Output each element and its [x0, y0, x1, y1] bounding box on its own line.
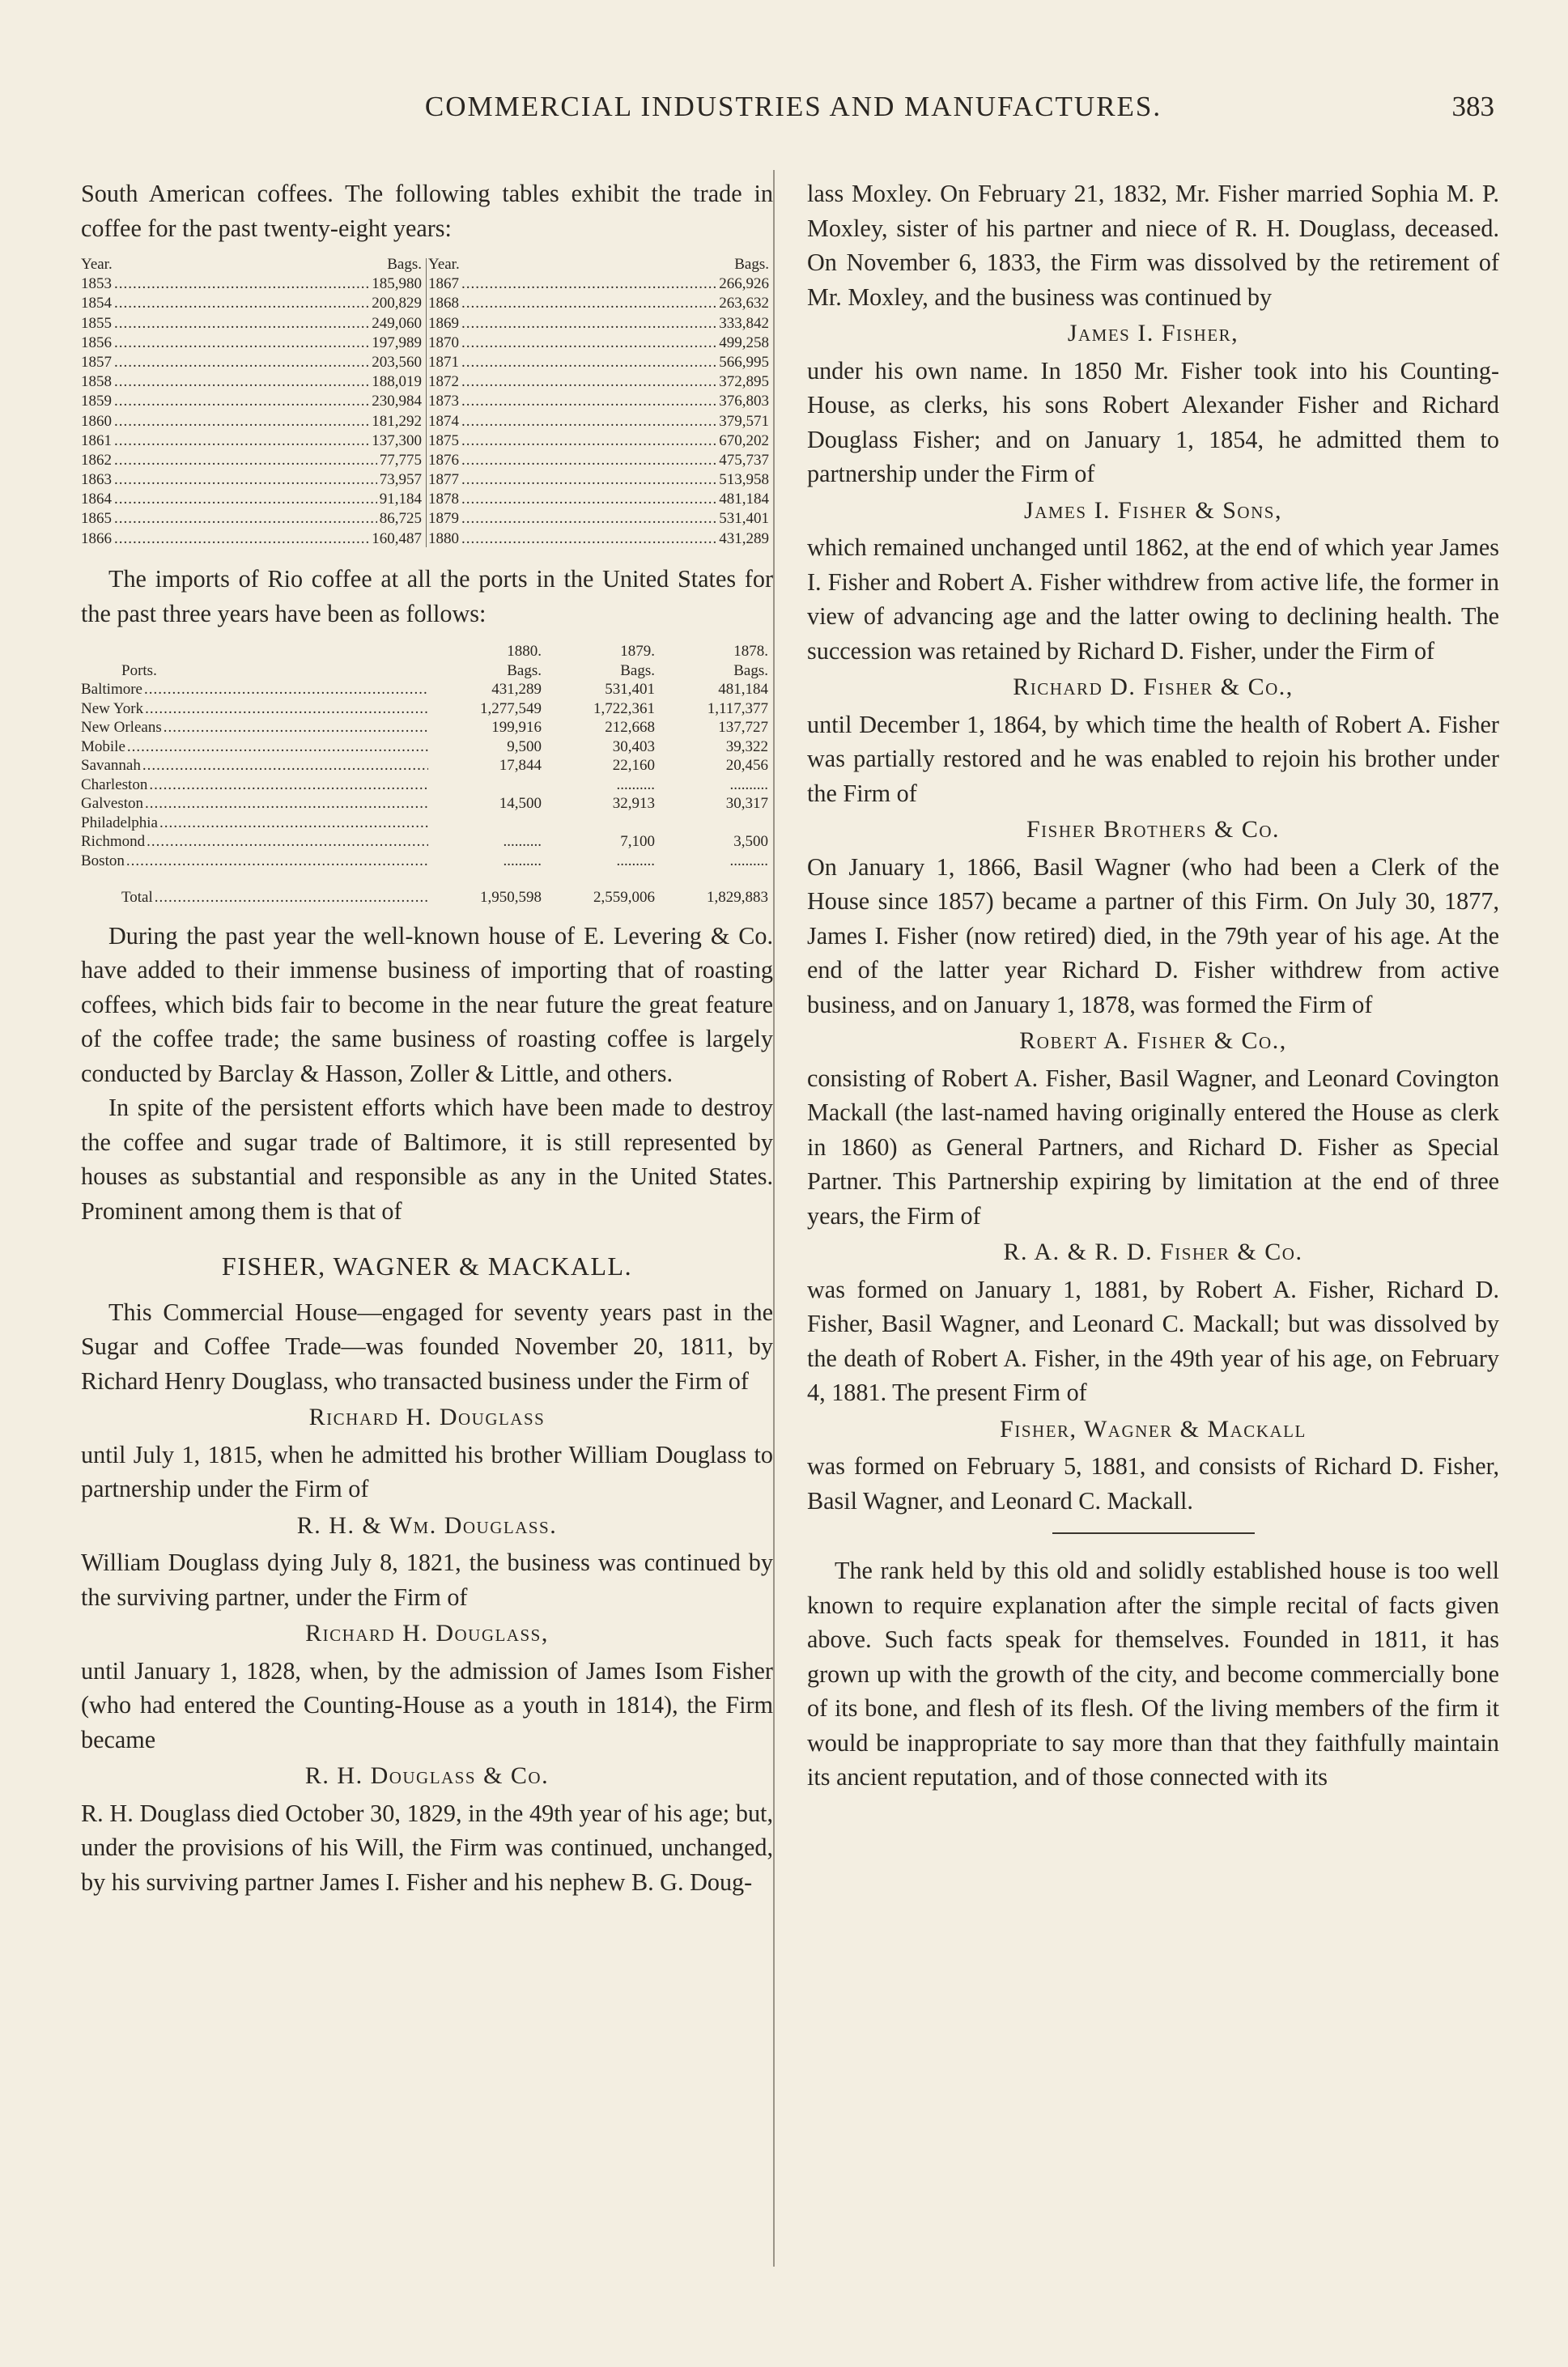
value-cell: 199,916	[491, 719, 542, 736]
year-cell: 1872	[428, 373, 459, 391]
table-row	[428, 353, 774, 372]
table-row	[81, 372, 427, 392]
port-cell: Baltimore	[81, 681, 142, 698]
paragraph-1862: which remained unchanged until 1862, at the end of which year James I. Fisher and Robert A. Fisher withdrew from active life, the former in view of advancing age and the latter owing to declining health. The succession was retained by Richard D. Fisher, under the Firm of	[807, 533, 1499, 665]
value-cell: ..........	[616, 776, 655, 793]
bags-header: Bags.	[734, 256, 769, 273]
year-cell: 1876	[428, 451, 459, 469]
table-header	[428, 255, 774, 274]
section-heading: FISHER, WAGNER & MACKALL.	[221, 1251, 633, 1281]
bags-cell: 513,958	[719, 471, 769, 489]
year-cell: 1855	[81, 314, 112, 332]
table-row	[428, 451, 774, 470]
table-row	[81, 756, 773, 776]
year-cell: 1868	[428, 295, 459, 312]
intro-paragraph: South American coffees. The following tables exhibit the trade in coffee for the past twenty-eight years:	[81, 180, 773, 242]
paragraph-1829: R. H. Douglass died October 30, 1829, in the 49th year of his age; but, under the provisions of his Will, the Firm was continued, unchanged, by his surviving partner James I. Fisher and his nephew B. G. Doug-	[81, 1799, 773, 1896]
year-header: 1879.	[620, 643, 655, 660]
unit-header: Bags.	[620, 661, 655, 679]
year-cell: 1880	[428, 529, 459, 547]
bags-cell: 188,019	[372, 373, 422, 391]
table-row	[428, 490, 774, 509]
total-cell: 1,829,883	[707, 889, 768, 906]
firm-name: James I. Fisher,	[1067, 320, 1239, 346]
bags-cell: 431,289	[719, 529, 769, 547]
bags-cell: 379,571	[719, 412, 769, 430]
table-row	[428, 470, 774, 490]
firm-name: James I. Fisher & Sons,	[1024, 496, 1282, 524]
table-row	[81, 814, 773, 833]
year-cell: 1862	[81, 451, 112, 469]
bags-cell: 86,725	[379, 510, 422, 528]
table-row	[428, 509, 774, 529]
table-row	[81, 776, 773, 795]
value-cell: 1,722,361	[593, 699, 655, 717]
running-title: COMMERCIAL INDUSTRIES AND MANUFACTURES.	[424, 91, 1162, 122]
table-divider	[426, 258, 427, 547]
value-cell: 431,289	[491, 681, 542, 698]
table-row	[81, 794, 773, 814]
port-cell: Boston	[81, 852, 125, 869]
baltimore-trade-paragraph: In spite of the persistent efforts which have been made to destroy the coffee and sugar trade of Baltimore, it is still represented by houses as substantial and responsible as any in the United States. Prominent among them is that of	[81, 1094, 773, 1225]
year-cell: 1865	[81, 510, 112, 528]
year-header: Year.	[81, 256, 113, 273]
table-row	[81, 470, 427, 490]
value-cell: 481,184	[718, 681, 768, 698]
value-cell: 30,317	[725, 795, 768, 812]
table-header	[81, 255, 427, 274]
year-header: 1880.	[507, 643, 542, 660]
bags-cell: 263,632	[719, 295, 769, 312]
page-number: 383	[1451, 91, 1494, 122]
value-cell: 9,500	[507, 737, 542, 755]
bags-cell: 203,560	[372, 353, 422, 371]
year-cell: 1870	[428, 334, 459, 351]
table-row	[81, 431, 427, 451]
year-header: 1878.	[733, 643, 768, 660]
year-cell: 1875	[428, 431, 459, 449]
port-cell: Savannah	[81, 757, 141, 774]
year-header: Year.	[428, 256, 460, 273]
value-cell: 32,913	[612, 795, 655, 812]
paragraph-1821: William Douglass dying July 8, 1821, the business was continued by the surviving partner, under the Firm of	[81, 1549, 773, 1611]
table-row	[81, 699, 773, 719]
value-cell: ..........	[503, 833, 542, 850]
total-label: Total	[121, 889, 153, 906]
table-row	[428, 274, 774, 294]
paragraph-1864: until December 1, 1864, by which time the health of Robert A. Fisher was partially restored and he was enabled to rejoin his brother under the Firm of	[807, 710, 1499, 807]
total-cell: 1,950,598	[480, 889, 542, 906]
paragraph-1828: until January 1, 1828, when, by the admission of James Isom Fisher (who had entered the Counting-House as a youth in 1814), the Firm became	[81, 1656, 773, 1753]
value-cell: 30,403	[612, 737, 655, 755]
bags-cell: 475,737	[719, 451, 769, 469]
port-cell: Charleston	[81, 776, 148, 793]
year-cell: 1879	[428, 510, 459, 528]
value-cell: 1,117,377	[707, 699, 768, 717]
value-cell: 1,277,549	[480, 699, 542, 717]
year-cell: 1856	[81, 334, 112, 351]
year-cell: 1878	[428, 491, 459, 508]
ports-header: Ports.	[121, 661, 157, 679]
year-cell: 1871	[428, 353, 459, 371]
table-row	[81, 294, 427, 313]
value-cell: ..........	[503, 852, 542, 869]
bags-cell: 266,926	[719, 275, 769, 293]
paragraph-1815: until July 1, 1815, when he admitted his brother William Douglass to partnership under the Firm of	[81, 1440, 773, 1502]
value-cell: ..........	[729, 852, 768, 869]
year-cell: 1877	[428, 471, 459, 489]
port-cell: Mobile	[81, 737, 125, 755]
bags-cell: 230,984	[372, 393, 422, 410]
table-row	[428, 412, 774, 431]
bags-cell: 481,184	[719, 491, 769, 508]
imports-intro-paragraph: The imports of Rio coffee at all the ports in the United States for the past three years have been as follows:	[81, 565, 773, 627]
year-cell: 1858	[81, 373, 112, 391]
table-row	[428, 372, 774, 392]
bags-cell: 181,292	[372, 412, 422, 430]
value-cell: 531,401	[605, 681, 655, 698]
table-row	[81, 832, 773, 852]
value-cell: ..........	[729, 776, 768, 793]
year-cell: 1859	[81, 393, 112, 410]
year-cell: 1853	[81, 275, 112, 293]
bags-cell: 249,060	[372, 314, 422, 332]
rio-imports-table	[81, 642, 773, 907]
bags-cell: 197,989	[372, 334, 422, 351]
house-paragraph: This Commercial House—engaged for seventy years past in the Sugar and Coffee Trade—was founded November 20, 1811, by Richard Henry Douglass, who transacted business under the Firm of	[81, 1298, 773, 1395]
value-cell: 212,668	[605, 719, 655, 736]
year-cell: 1864	[81, 491, 112, 508]
bags-cell: 376,803	[719, 393, 769, 410]
bags-cell: 200,829	[372, 295, 422, 312]
port-cell: Galveston	[81, 795, 144, 812]
paragraph-1866: On January 1, 1866, Basil Wagner (who had been a Clerk of the House since 1857) became a partner of this Firm. On July 30, 1877, James I. Fisher (now retired) died, in the 79th year of his age. At the end of the latter year Richard D. Fisher withdrew from active business, and on January 1, 1878, was formed the Firm of	[807, 852, 1499, 1018]
port-cell: New Orleans	[81, 719, 162, 736]
port-cell: New York	[81, 699, 144, 717]
bags-cell: 499,258	[719, 334, 769, 351]
table-row	[81, 392, 427, 411]
left-column	[81, 176, 773, 1899]
paragraph-1881: was formed on January 1, 1881, by Robert A. Fisher, Richard D. Fisher, Basil Wagner, and Leonard C. Mackall; but was dissolved by the death of Robert A. Fisher, in the 49th year of his age, on February 4, 1881. The present Firm of	[807, 1275, 1499, 1406]
value-cell: 7,100	[620, 833, 655, 850]
year-header-row	[81, 642, 773, 661]
table-row	[428, 392, 774, 411]
paragraph-present-firm: was formed on February 5, 1881, and consists of Richard D. Fisher, Basil Wagner, and Leonard C. Mackall.	[807, 1452, 1499, 1515]
table-row	[81, 412, 427, 431]
bags-cell: 566,995	[719, 353, 769, 371]
bags-header: Bags.	[387, 256, 422, 273]
firm-name: Richard D. Fisher & Co.,	[1013, 674, 1294, 700]
value-cell: 20,456	[725, 757, 768, 774]
table-row	[81, 718, 773, 737]
table-row	[81, 274, 427, 294]
year-cell: 1869	[428, 314, 459, 332]
unit-header: Bags.	[733, 661, 768, 679]
table-row	[81, 451, 427, 470]
firm-name: Richard H. Douglass,	[305, 1620, 549, 1647]
unit-header-row	[81, 661, 773, 681]
table-row	[81, 737, 773, 757]
port-cell: Richmond	[81, 833, 146, 850]
value-cell: 22,160	[612, 757, 655, 774]
page-header	[81, 91, 1506, 139]
firm-name: R. A. & R. D. Fisher & Co.	[1003, 1239, 1303, 1265]
table-row	[81, 509, 427, 529]
bags-cell: 670,202	[719, 431, 769, 449]
firm-name: R. H. Douglass & Co.	[304, 1762, 550, 1789]
coffee-table-left-half	[81, 255, 427, 549]
value-cell: 3,500	[733, 833, 768, 850]
table-row	[81, 353, 427, 372]
bags-cell: 531,401	[719, 510, 769, 528]
right-column	[807, 176, 1499, 1795]
table-row	[428, 334, 774, 353]
firm-name: Fisher, Wagner & Mackall	[1000, 1415, 1307, 1443]
value-cell: 39,322	[725, 737, 768, 755]
bags-cell: 333,842	[719, 314, 769, 332]
table-row	[428, 294, 774, 313]
table-row	[428, 431, 774, 451]
firm-name: Richard H. Douglass	[308, 1404, 546, 1430]
bags-cell: 185,980	[372, 275, 422, 293]
firm-name: Fisher Brothers & Co.	[1026, 816, 1281, 843]
table-row	[428, 314, 774, 334]
total-cell: 2,559,006	[593, 889, 655, 906]
paragraph-moxley: lass Moxley. On February 21, 1832, Mr. Fisher married Sophia M. P. Moxley, sister of his partner and niece of R. H. Douglass, deceased. On November 6, 1833, the Firm was dissolved by the retirement of Mr. Moxley, and the business was continued by	[807, 180, 1499, 311]
year-cell: 1861	[81, 431, 112, 449]
paragraph-1850: under his own name. In 1850 Mr. Fisher took into his Counting-House, as clerks, his sons Robert Alexander Fisher and Richard Douglass Fisher; and on January 1, 1854, he admitted them to partnership under the Firm of	[807, 356, 1499, 487]
paragraph-consisting: consisting of Robert A. Fisher, Basil Wagner, and Leonard Covington Mackall (the last-named having originally entered the House as clerk in 1860) as General Partners, and Richard D. Fisher as Special Partner. This Partnership expiring by limitation at the end of three years, the Firm of	[807, 1064, 1499, 1230]
bags-cell: 137,300	[372, 431, 422, 449]
table-row	[81, 852, 773, 871]
value-cell: 14,500	[499, 795, 542, 812]
table-row	[81, 334, 427, 353]
port-cell: Philadelphia	[81, 814, 158, 831]
value-cell: 137,727	[718, 719, 768, 736]
bags-cell: 91,184	[379, 491, 422, 508]
year-cell: 1857	[81, 353, 112, 371]
total-row	[81, 888, 773, 907]
firm-name: R. H. & Wm. Douglass.	[296, 1511, 558, 1539]
bags-cell: 77,775	[379, 451, 422, 469]
year-cell: 1874	[428, 412, 459, 430]
bags-cell: 160,487	[372, 529, 422, 547]
bags-cell: 73,957	[379, 471, 422, 489]
section-rule	[1052, 1532, 1255, 1534]
year-cell: 1863	[81, 471, 112, 489]
year-cell: 1867	[428, 275, 459, 293]
table-row	[81, 680, 773, 699]
table-row	[428, 529, 774, 549]
coffee-table-right-half	[428, 255, 774, 549]
table-row	[81, 314, 427, 334]
year-cell: 1860	[81, 412, 112, 430]
value-cell: 17,844	[499, 757, 542, 774]
table-row	[81, 529, 427, 549]
year-cell: 1866	[81, 529, 112, 547]
levering-paragraph: During the past year the well-known house of E. Levering & Co. have added to their immense business of importing that of roasting coffees, which bids fair to become in the near future the great feature of the coffee trade; the same business of roasting coffee is largely conducted by Barclay & Hasson, Zoller & Little, and others.	[81, 921, 773, 1087]
bags-cell: 372,895	[719, 373, 769, 391]
unit-header: Bags.	[507, 661, 542, 679]
value-cell: ..........	[616, 852, 655, 869]
table-row	[81, 490, 427, 509]
paragraph-rank: The rank held by this old and solidly established house is too well known to require explanation after the simple recital of facts given above. Such facts speak for themselves. Founded in 1811, it has grown up with the growth of the city, and become commercially bone of its bone, and flesh of its flesh. Of the living members of the firm it would be inappropriate to say more than that they faithfully maintain its ancient reputation, and of those connected with its	[807, 1557, 1499, 1791]
firm-name: Robert A. Fisher & Co.,	[1019, 1027, 1287, 1054]
coffee-trade-table	[81, 255, 773, 549]
year-cell: 1873	[428, 393, 459, 410]
year-cell: 1854	[81, 295, 112, 312]
